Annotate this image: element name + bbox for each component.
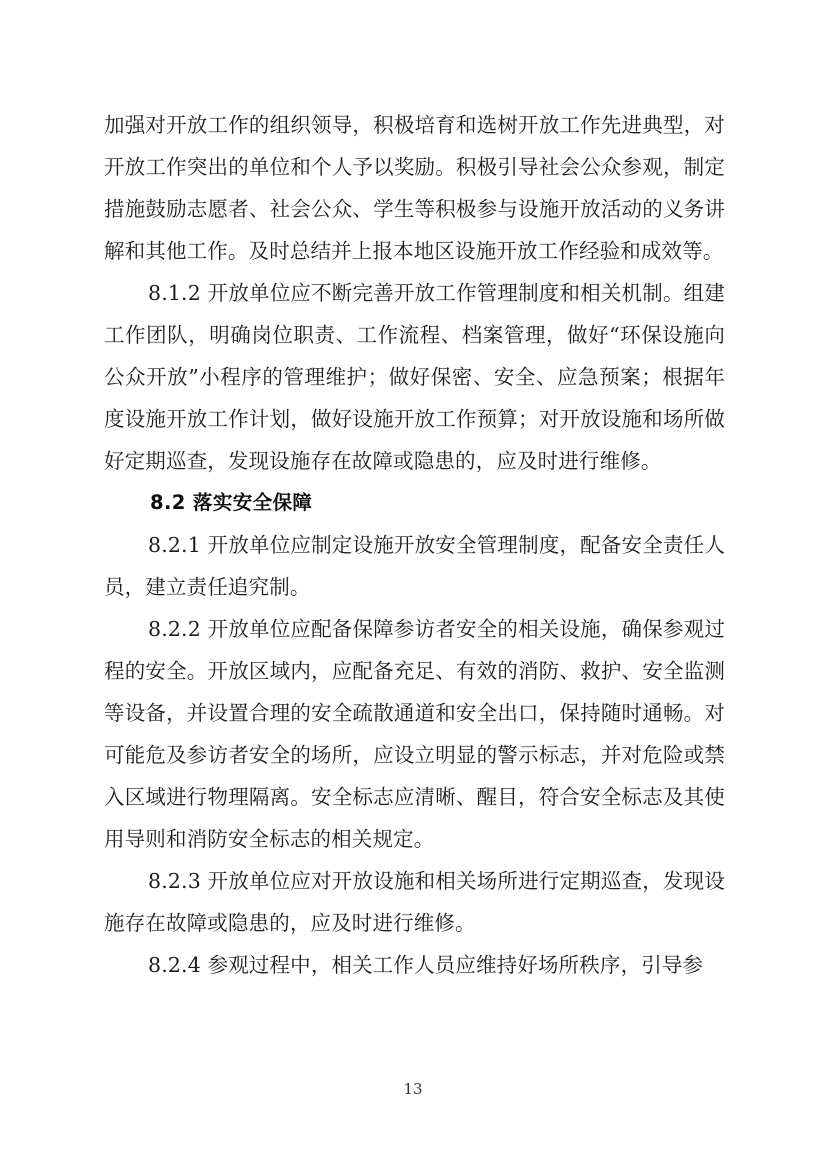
page-content — [104, 104, 725, 986]
clause-8-2-1: 8.2.1 开放单位应制定设施开放安全管理制度，配备安全责任人员，建立责任追究制。 — [104, 533, 725, 599]
paragraph-continuation: 加强对开放工作的组织领导，积极培育和选树开放工作先进典型，对开放工作突出的单位和个人予以奖励。积极引导社会公众参观，制定措施鼓励志愿者、社会公众、学生等积极参与设施开放活动的义务讲解和其他工作。及时总结并上报本地区设施开放工作经验和成效等。 — [104, 113, 725, 263]
page-number: 13 — [403, 1080, 423, 1098]
clause-8-2-4: 8.2.4 参观过程中，相关工作人员应维持好场所秩序，引导参 — [148, 953, 704, 977]
clause-8-2-3: 8.2.3 开放单位应对开放设施和相关场所进行定期巡查，发现设施存在故障或隐患的，应及时进行维修。 — [104, 869, 725, 935]
clause-8-2-2: 8.2.2 开放单位应配备保障参访者安全的相关设施，确保参观过程的安全。开放区域内，应配备充足、有效的消防、救护、安全监测等设备，并设置合理的安全疏散通道和安全出口，保持随时通畅。对可能危及参访者安全的场所，应设立明显的警示标志，并对危险或禁入区域进行物理隔离。安全标志应清晰、醒目，符合安全标志及其使用导则和消防安全标志的相关规定。 — [104, 617, 725, 851]
section-heading-8-2: 8.2 落实安全保障 — [150, 491, 313, 514]
clause-8-1-2: 8.1.2 开放单位应不断完善开放工作管理制度和相关机制。组建工作团队，明确岗位职责、工作流程、档案管理，做好“环保设施向公众开放”小程序的管理维护；做好保密、安全、应急预案；根据年度设施开放工作计划，做好设施开放工作预算；对开放设施和场所做好定期巡查，发现设施存在故障或隐患的，应及时进行维修。 — [104, 281, 725, 473]
